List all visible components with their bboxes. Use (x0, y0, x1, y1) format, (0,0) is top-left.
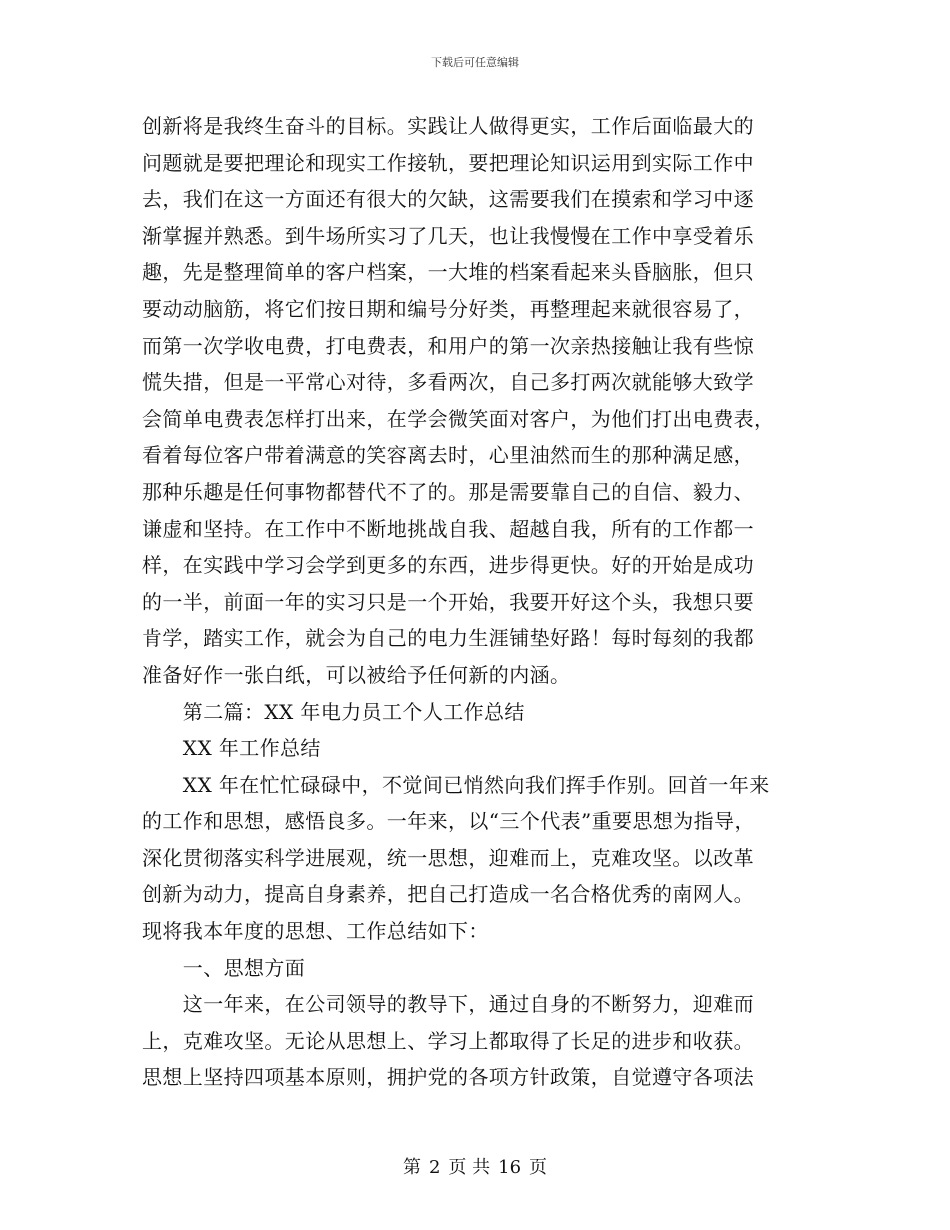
text-line: 渐掌握并熟悉。到牛场所实习了几天，也让我慢慢在工作中享受着乐 (142, 223, 754, 248)
document-body (142, 108, 812, 1096)
page-header: 下载后可任意编辑 (431, 56, 519, 69)
text-line: 这一年来，在公司领导的教导下，通过自身的不断努力，迎难而 (142, 992, 754, 1017)
text-line: 看着每位客户带着满意的笑容离去时，心里油然而生的那种满足感， (142, 443, 754, 468)
page-footer (0, 1153, 950, 1179)
text-line: 的一半，前面一年的实习只是一个开始，我要开好这个头，我想只要 (142, 589, 754, 614)
text-line: 的工作和思想，感悟良多。一年来，以“三个代表”重要思想为指导， (142, 809, 755, 834)
text-line: 那种乐趣是任何事物都替代不了的。那是需要靠自己的自信、毅力、 (142, 479, 754, 504)
text-line: 现将我本年度的思想、工作总结如下： (142, 919, 489, 944)
section-heading: 第二篇：XX 年电力员工个人工作总结 (142, 699, 525, 724)
text-line: 趣，先是整理简单的客户档案，一大堆的档案看起来头昏脑胀，但只 (142, 260, 754, 285)
section-subheading: XX 年工作总结 (142, 736, 321, 761)
text-line: 样，在实践中学习会学到更多的东西，进步得更快。好的开始是成功 (142, 553, 754, 578)
footer-suffix: 页 (529, 1157, 548, 1178)
text-line: 深化贯彻落实科学进展观，统一思想，迎难而上，克难攻坚。以改革 (142, 845, 754, 870)
text-line: 准备好作一张白纸，可以被给予任何新的内涵。 (142, 662, 571, 687)
text-line: 去，我们在这一方面还有很大的欠缺，这需要我们在摸索和学习中逐 (142, 187, 754, 212)
page-number: 2 (428, 1157, 441, 1178)
total-pages: 16 (498, 1157, 522, 1178)
text-line: 思想上坚持四项基本原则，拥护党的各项方针政策，自觉遵守各项法 (142, 1065, 754, 1090)
text-line: 会简单电费表怎样打出来，在学会微笑面对客户，为他们打出电费表， (142, 406, 775, 431)
text-line: 而第一次学收电费，打电费表，和用户的第一次亲热接触让我有些惊 (142, 333, 754, 358)
text-line: 上，克难攻坚。无论从思想上、学习上都取得了长足的进步和收获。 (142, 1028, 754, 1053)
text-line: XX 年在忙忙碌碌中，不觉间已悄然向我们挥手作别。回首一年来 (142, 772, 770, 797)
footer-prefix: 第 (402, 1157, 421, 1178)
text-line: 要动动脑筋，将它们按日期和编号分好类，再整理起来就很容易了， (142, 296, 754, 321)
text-line: 慌失措，但是一平常心对待，多看两次，自己多打两次就能够大致学 (142, 370, 754, 395)
text-line: 创新将是我终生奋斗的目标。实践让人做得更实，工作后面临最大的 (142, 114, 754, 138)
footer-middle: 页 共 (448, 1157, 491, 1178)
text-line: 肯学，踏实工作，就会为自己的电力生涯铺垫好路！每时每刻的我都 (142, 626, 754, 651)
text-line: 问题就是要把理论和现实工作接轨，要把理论知识运用到实际工作中 (142, 150, 754, 175)
text-line: 创新为动力，提高自身素养，把自己打造成一名合格优秀的南网人。 (142, 882, 754, 907)
text-line: 谦虚和坚持。在工作中不断地挑战自我、超越自我，所有的工作都一 (142, 516, 754, 541)
subsection-heading: 一、思想方面 (142, 955, 306, 980)
